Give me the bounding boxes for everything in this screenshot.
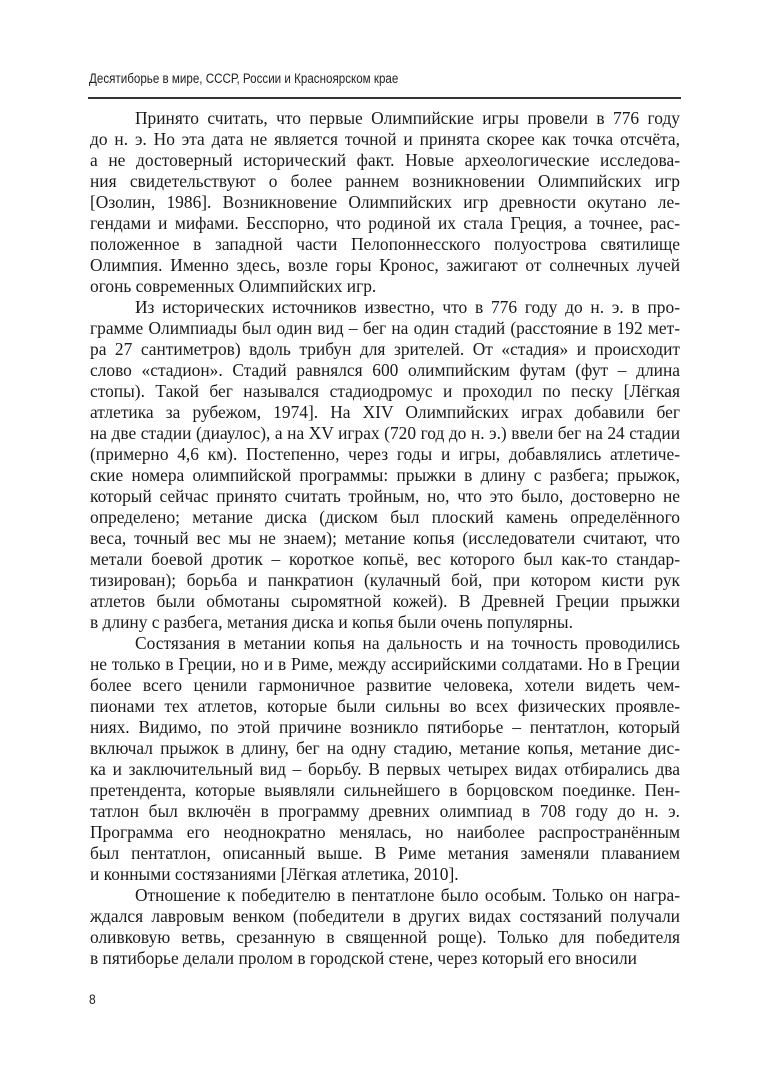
text-line: более всего ценили гармоничное развитие человека, хотели видеть чем-	[90, 675, 680, 695]
text-line: татлон был включён в программу древних олимпиад в 708 году до н. э.	[90, 801, 680, 821]
text-line: претендента, которые выявляли сильнейшего в борцовском поединке. Пен-	[90, 780, 680, 800]
text-line: до н. э. Но эта дата не является точной и принята скорее как точка отсчёта,	[90, 129, 680, 149]
text-line: грамме Олимпиады был один вид – бег на один стадий (расстояние в 192 мет-	[90, 318, 680, 338]
text-line: Олимпия. Именно здесь, возле горы Кронос, зажигают от солнечных лучей	[90, 255, 680, 275]
text-line: стопы). Такой бег назывался стадиодромус и проходил по песку [Лёгкая	[90, 381, 680, 401]
header-rule	[88, 97, 681, 99]
text-line: а не достоверный исторический факт. Новые археологические исследова-	[90, 150, 680, 170]
text-line: оливковую ветвь, срезанную в священной роще). Только для победителя	[90, 927, 680, 947]
text-line: атлетика за рубежом, 1974]. На XIV Олимпийских играх добавили бег	[90, 402, 680, 422]
text-line: определено; метание диска (диском был плоский камень определённого	[90, 507, 680, 527]
text-line: гендами и мифами. Бесспорно, что родиной их стала Греция, а точнее, рас-	[90, 213, 680, 233]
text-line: который сейчас принято считать тройным, но, что это было, достоверно не	[90, 486, 680, 506]
text-line: [Озолин, 1986]. Возникновение Олимпийских игр древности окутано ле-	[90, 192, 680, 212]
text-line: ка и заключительный вид – борьбу. В первых четырех видах отбирались два	[90, 759, 680, 779]
body-text	[90, 108, 680, 969]
text-line: на две стадии (диаулос), а на XV играх (720 год до н. э.) ввели бег на 24 стадии	[90, 423, 680, 443]
text-line: веса, точный вес мы не знаем); метание копья (исследователи считают, что	[90, 528, 680, 548]
page-number: 8	[89, 991, 96, 1007]
text-line: слово «стадион». Стадий равнялся 600 олимпийским футам (фут – длина	[90, 360, 680, 380]
text-line: ния свидетельствуют о более раннем возникновении Олимпийских игр	[90, 171, 680, 191]
text-line: пионами тех атлетов, которые были сильны во всех физических проявле-	[90, 696, 680, 716]
paragraph	[90, 633, 680, 885]
text-line: в длину с разбега, метания диска и копья были очень популярны.	[90, 612, 573, 632]
text-line: Отношение к победителю в пентатлоне было особым. Только он награ-	[135, 885, 680, 905]
paragraph	[90, 297, 680, 633]
running-head: Десятиборье в мире, СССР, России и Красноярском крае	[89, 71, 399, 86]
text-line: ниях. Видимо, по этой причине возникло пятиборье – пентатлон, который	[90, 717, 680, 737]
text-line: включал прыжок в длину, бег на одну стадию, метание копья, метание дис-	[90, 738, 680, 758]
text-line: не только в Греции, но и в Риме, между ассирийскими солдатами. Но в Греции	[90, 654, 680, 674]
text-line: атлетов были обмотаны сыромятной кожей). В Древней Греции прыжки	[90, 591, 680, 611]
text-line: (примерно 4,6 км). Постепенно, через годы и игры, добавлялись атлетиче-	[90, 444, 680, 464]
text-line: метали боевой дротик – короткое копьё, вес которого был как-то стандар-	[90, 549, 680, 569]
text-line: Состязания в метании копья на дальность и на точность проводились	[135, 633, 680, 653]
text-line: в пятиборье делали пролом в городской стене, через который его вносили	[90, 948, 637, 968]
text-line: положенное в западной части Пелопоннесского полуострова святилище	[90, 234, 680, 254]
text-line: огонь современных Олимпийских игр.	[90, 276, 377, 296]
text-line: ские номера олимпийской программы: прыжки в длину с разбега; прыжок,	[90, 465, 680, 485]
text-line: Программа его неоднократно менялась, но наиболее распространённым	[90, 822, 680, 842]
text-line: ждался лавровым венком (победители в других видах состязаний получали	[90, 906, 680, 926]
text-line: ра 27 сантиметров) вдоль трибун для зрителей. От «стадия» и происходит	[90, 339, 680, 359]
paragraph	[90, 885, 680, 969]
paragraph	[90, 108, 680, 297]
text-line: тизирован); борьба и панкратион (кулачный бой, при котором кисти рук	[90, 570, 680, 590]
text-line: и конными состязаниями [Лёгкая атлетика, 2010].	[90, 864, 459, 884]
text-line: был пентатлон, описанный выше. В Риме метания заменяли плаванием	[90, 843, 680, 863]
text-line: Из исторических источников известно, что в 776 году до н. э. в про-	[135, 297, 680, 317]
text-line: Принято считать, что первые Олимпийские игры провели в 776 году	[135, 108, 680, 128]
